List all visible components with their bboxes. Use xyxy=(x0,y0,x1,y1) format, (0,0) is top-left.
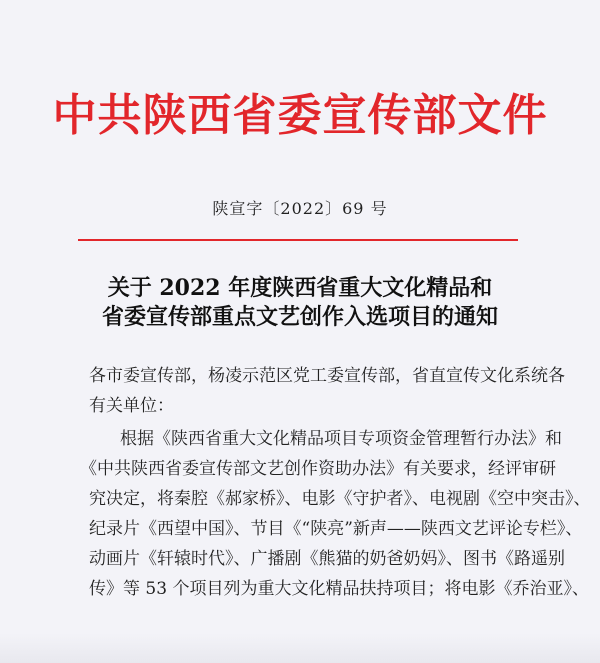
body-paragraph-line-4: 纪录片《西望中国》、节目《“陕亮”新声——陕西文艺评论专栏》、 xyxy=(89,519,583,539)
document-number: 陕宣字〔2022〕69 号 xyxy=(212,199,388,218)
notice-title-line-1: 关于 2022 年度陕西省重大文化精品和 xyxy=(107,275,493,301)
body-paragraph-line-5: 动画片《轩辕时代》、广播剧《熊猫的奶爸奶妈》、图书《路遥别 xyxy=(89,549,565,569)
page-bottom-shade xyxy=(0,633,600,663)
red-separator-line xyxy=(78,239,518,241)
body-paragraph-line-2: 《中共陕西省委宣传部文艺创作资助办法》有关要求，经评审研 xyxy=(80,459,556,479)
issuing-authority-header: 中共陕西省委宣传部文件 xyxy=(52,90,548,141)
addressee-line-1: 各市委宣传部，杨凌示范区党工委宣传部，省直宣传文化系统各 xyxy=(89,366,565,386)
addressee-line-2: 有关单位： xyxy=(89,396,174,416)
body-paragraph-line-3: 究决定，将秦腔《郝家桥》、电影《守护者》、电视剧《空中突击》、 xyxy=(89,489,591,509)
notice-title-line-2: 省委宣传部重点文艺创作入选项目的通知 xyxy=(101,304,498,330)
body-paragraph-line-6: 传》等 53 个项目列为重大文化精品扶持项目；将电影《乔治亚》、 xyxy=(89,579,589,599)
body-paragraph-line-1: 根据《陕西省重大文化精品项目专项资金管理暂行办法》和 xyxy=(120,429,562,449)
